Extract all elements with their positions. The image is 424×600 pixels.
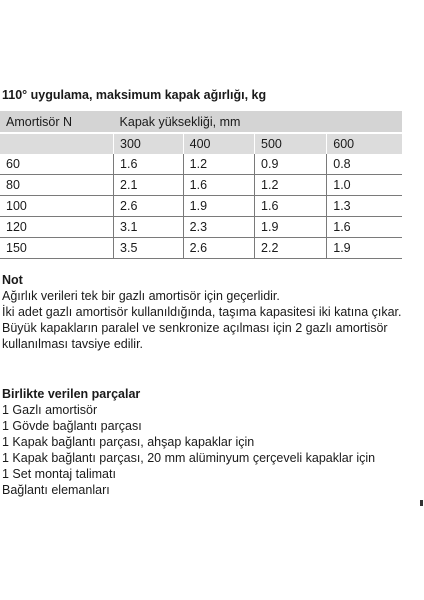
weight-cell: 1.3 (327, 196, 402, 217)
table-row (0, 217, 402, 238)
weight-cell: 0.8 (327, 154, 402, 175)
table-subheader-row (0, 133, 402, 154)
edge-mark (420, 500, 423, 506)
weight-cell: 2.6 (183, 238, 254, 259)
weight-cell: 1.9 (327, 238, 402, 259)
parts-heading: Birlikte verilen parçalar (2, 387, 141, 401)
weight-cell: 1.2 (255, 175, 327, 196)
damper-force-cell: 120 (0, 217, 114, 238)
column-group-header-height: Kapak yüksekliği, mm (114, 111, 402, 133)
weight-cell: 1.0 (327, 175, 402, 196)
column-header-damper: Amortisör N (0, 111, 114, 133)
weight-cell: 3.1 (114, 217, 184, 238)
weight-cell: 2.3 (183, 217, 254, 238)
note-line: Büyük kapakların paralel ve senkronize açılması için 2 gazlı amortisör kullanılması tavsiye edilir. (2, 321, 388, 351)
weight-cell: 1.9 (183, 196, 254, 217)
note-line: Ağırlık verileri tek bir gazlı amortisör için geçerlidir. (2, 289, 280, 303)
table-title: 110° uygulama, maksimum kapak ağırlığı, kg (2, 88, 267, 102)
table-row (0, 175, 402, 196)
height-header: 300 (114, 133, 184, 154)
weight-cell: 2.6 (114, 196, 184, 217)
damper-force-cell: 150 (0, 238, 114, 259)
note-heading: Not (2, 273, 23, 287)
parts-item: 1 Gövde bağlantı parçası (2, 419, 142, 433)
parts-item: 1 Kapak bağlantı parçası, ahşap kapaklar için (2, 435, 255, 449)
weight-cell: 1.9 (255, 217, 327, 238)
weight-cell: 0.9 (255, 154, 327, 175)
weight-cell: 1.6 (114, 154, 184, 175)
parts-item: 1 Gazlı amortisör (2, 403, 98, 417)
weight-cell: 1.2 (183, 154, 254, 175)
damper-force-cell: 80 (0, 175, 114, 196)
weight-cell: 2.2 (255, 238, 327, 259)
included-parts-section (2, 386, 422, 498)
weight-cell: 1.6 (327, 217, 402, 238)
weight-cell: 1.6 (183, 175, 254, 196)
height-header: 500 (255, 133, 327, 154)
subheader-empty (0, 133, 114, 154)
weight-cell: 1.6 (255, 196, 327, 217)
weight-cell: 2.1 (114, 175, 184, 196)
height-header: 600 (327, 133, 402, 154)
damper-force-cell: 100 (0, 196, 114, 217)
weight-table (0, 111, 402, 259)
parts-item: 1 Kapak bağlantı parçası, 20 mm alüminyum çerçeveli kapaklar için (2, 451, 376, 465)
height-header: 400 (183, 133, 254, 154)
weight-cell: 3.5 (114, 238, 184, 259)
table-row (0, 154, 402, 175)
parts-item: Bağlantı elemanları (2, 483, 110, 497)
damper-force-cell: 60 (0, 154, 114, 175)
parts-item: 1 Set montaj talimatı (2, 467, 116, 481)
table-row (0, 238, 402, 259)
table-header-row (0, 111, 402, 133)
table-row (0, 196, 402, 217)
note-line: İki adet gazlı amortisör kullanıldığında, taşıma kapasitesi iki katına çıkar. (2, 305, 402, 319)
note-section (2, 272, 402, 352)
